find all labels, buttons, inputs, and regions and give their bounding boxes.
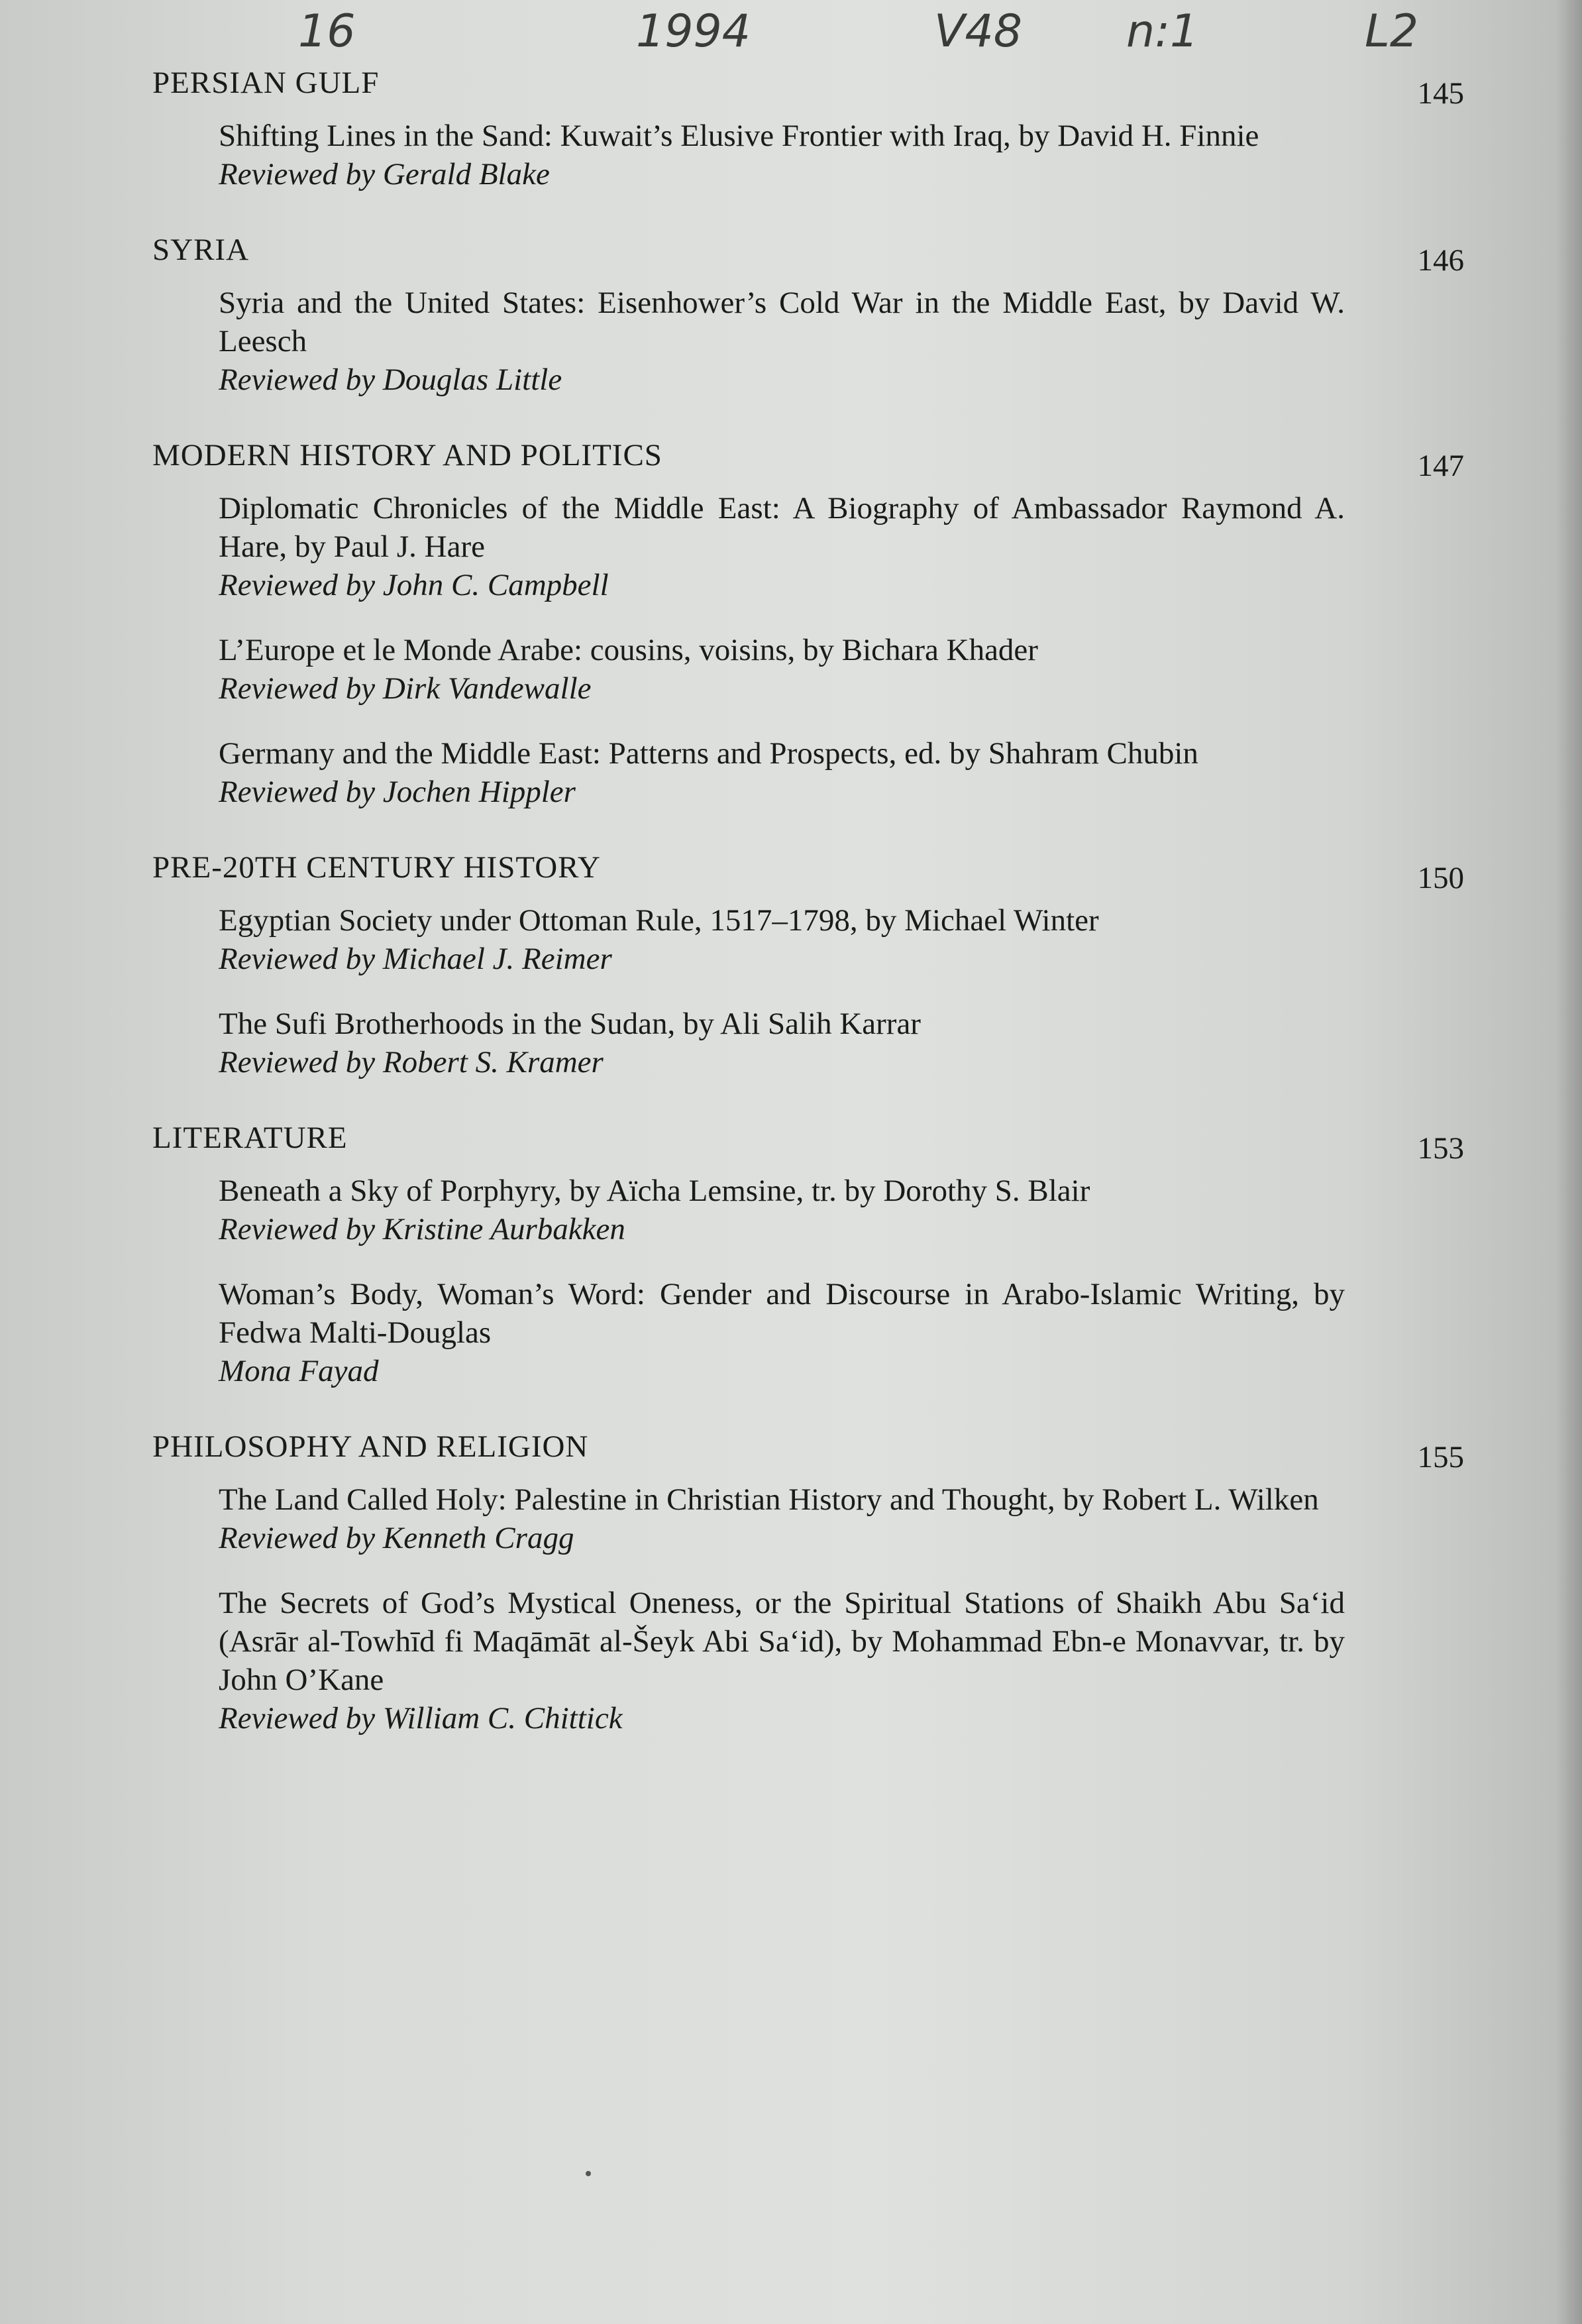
section-syria (113, 220, 1464, 399)
section-modern-history-and-politics (113, 425, 1464, 811)
section-page-number: 146 (1417, 243, 1464, 278)
reviewer: Reviewed by Robert S. Kramer (219, 1045, 604, 1079)
section-header (113, 425, 1464, 489)
reviewer: Reviewed by Gerald Blake (219, 157, 550, 192)
reviewer: Reviewed by Jochen Hippler (219, 775, 576, 809)
reviewer: Reviewed by William C. Chittick (219, 1701, 623, 1736)
review-entry (113, 631, 1464, 708)
section-page-number: 153 (1417, 1131, 1464, 1166)
section-header (113, 220, 1464, 284)
page-edge-shadow (1556, 0, 1582, 2324)
review-entry (113, 901, 1464, 978)
review-entry (113, 1584, 1464, 1738)
review-entry (113, 1172, 1464, 1248)
reviewer: Reviewed by John C. Campbell (219, 568, 609, 602)
book-title: The Sufi Brotherhoods in the Sudan, by Ali Salih Karrar (219, 1007, 921, 1041)
review-entry (113, 489, 1464, 604)
section-pre-20th-century-history (113, 838, 1464, 1081)
section-header (113, 53, 1464, 117)
book-title: L’Europe et le Monde Arabe: cousins, voisins, by Bichara Khader (219, 633, 1038, 667)
section-literature (113, 1108, 1464, 1390)
section-title: PHILOSOPHY AND RELIGION (152, 1429, 589, 1464)
reviewer: Mona Fayad (219, 1354, 379, 1388)
reviewer: Reviewed by Dirk Vandewalle (219, 671, 592, 706)
review-entry (113, 1275, 1464, 1390)
handwritten-note: 16 (298, 5, 356, 58)
scan-speck (586, 2171, 591, 2176)
book-title: Beneath a Sky of Porphyry, by Aïcha Lemsine, tr. by Dorothy S. Blair (219, 1174, 1090, 1208)
reviewer: Reviewed by Michael J. Reimer (219, 942, 612, 976)
book-title: The Land Called Holy: Palestine in Christian History and Thought, by Robert L. Wilken (219, 1482, 1319, 1517)
review-entry (113, 117, 1464, 194)
book-title: Diplomatic Chronicles of the Middle East: A Biography of Ambassador Raymond A. Hare, by Paul J. Hare (219, 491, 1345, 564)
handwritten-note: 1994 (636, 5, 751, 58)
section-title: PERSIAN GULF (152, 66, 380, 100)
book-title: Egyptian Society under Ottoman Rule, 1517–1798, by Michael Winter (219, 903, 1099, 938)
book-title: Woman’s Body, Woman’s Word: Gender and Discourse in Arabo-Islamic Writing, by Fedwa Malti-Douglas (219, 1277, 1345, 1350)
section-persian-gulf (113, 53, 1464, 194)
section-page-number: 147 (1417, 449, 1464, 483)
review-entry (113, 734, 1464, 811)
section-header (113, 838, 1464, 901)
section-page-number: 155 (1417, 1440, 1464, 1474)
section-philosophy-and-religion (113, 1417, 1464, 1738)
section-title: PRE-20TH CENTURY HISTORY (152, 850, 601, 885)
section-title: SYRIA (152, 233, 250, 267)
reviewer: Reviewed by Kenneth Cragg (219, 1521, 574, 1555)
section-header (113, 1417, 1464, 1480)
section-header (113, 1108, 1464, 1172)
reviewer: Reviewed by Kristine Aurbakken (219, 1212, 625, 1246)
review-entry (113, 284, 1464, 399)
book-title: Germany and the Middle East: Patterns and Prospects, ed. by Shahram Chubin (219, 736, 1198, 771)
table-of-contents (113, 53, 1464, 1764)
section-page-number: 145 (1417, 76, 1464, 111)
reviewer: Reviewed by Douglas Little (219, 362, 562, 397)
book-title: The Secrets of God’s Mystical Oneness, or the Spiritual Stations of Shaikh Abu Sa‘id (Asrār al-Towhīd fi Maqāmāt al-Šeyk Abi Sa‘id), by Mohammad Ebn-e Monavvar, tr. by John O’Kane (219, 1586, 1345, 1697)
handwritten-note: V48 (934, 5, 1023, 58)
section-title: LITERATURE (152, 1121, 348, 1155)
section-title: MODERN HISTORY AND POLITICS (152, 438, 662, 472)
review-entry (113, 1480, 1464, 1557)
handwritten-note: L2 (1365, 5, 1419, 58)
book-title: Shifting Lines in the Sand: Kuwait’s Elusive Frontier with Iraq, by David H. Finnie (219, 119, 1259, 153)
section-page-number: 150 (1417, 861, 1464, 895)
handwritten-note: n:1 (1126, 5, 1199, 58)
review-entry (113, 1005, 1464, 1081)
book-title: Syria and the United States: Eisenhower’s Cold War in the Middle East, by David W. Leesch (219, 286, 1345, 359)
